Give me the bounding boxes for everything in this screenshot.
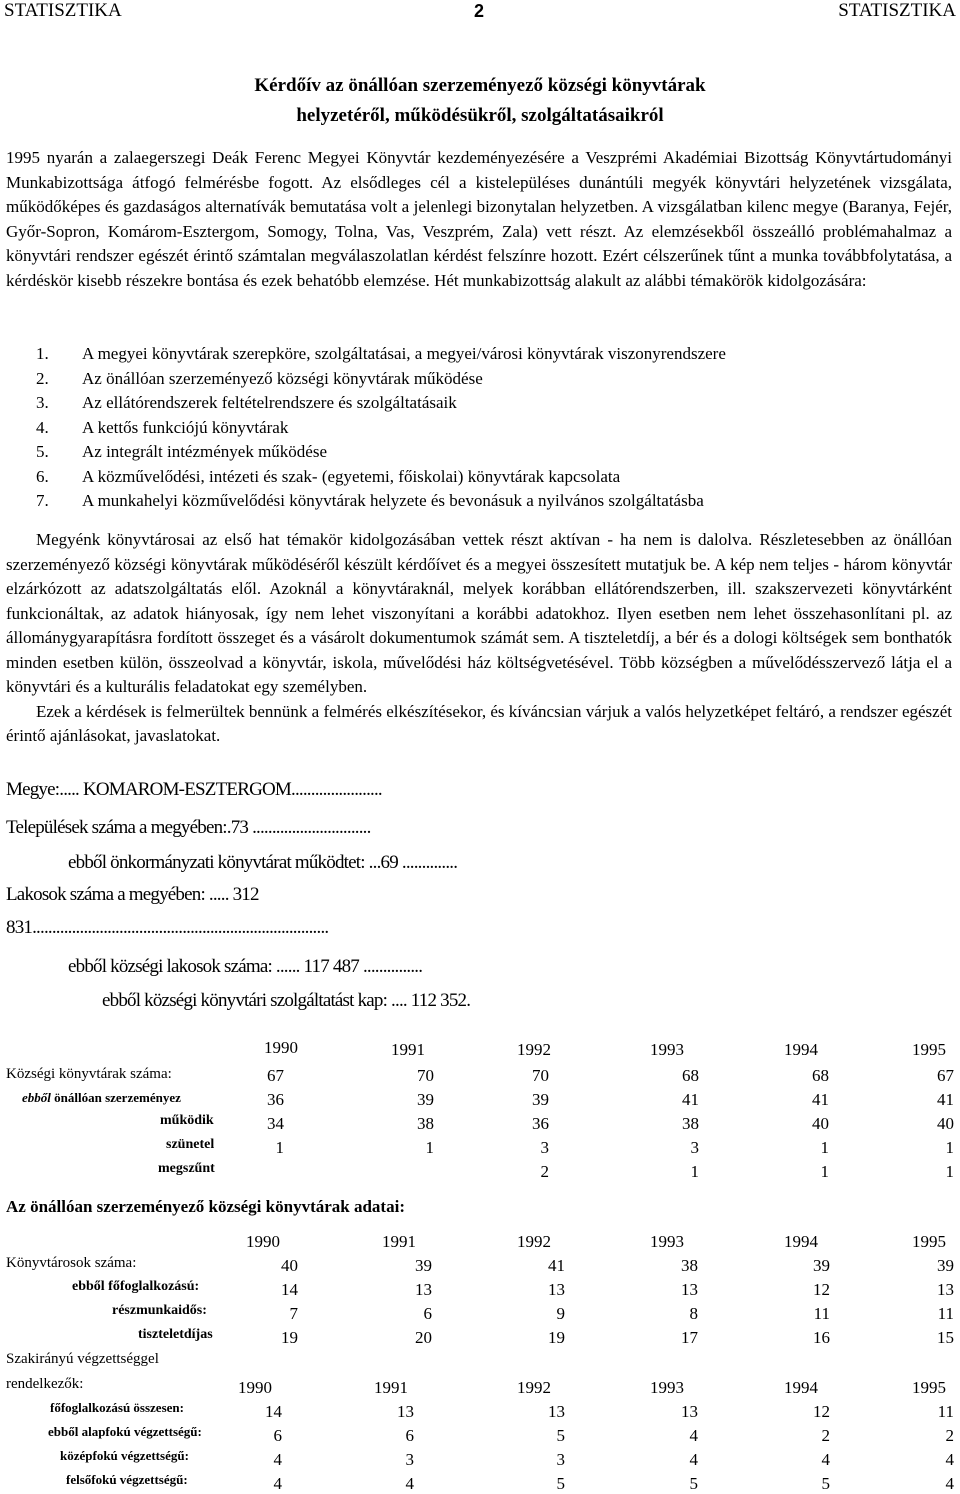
t1-cell: 67: [267, 1066, 284, 1085]
t3-cell: 4: [273, 1474, 282, 1493]
header-left: STATISZTIKA: [4, 0, 122, 21]
t1-cell: 39: [532, 1090, 549, 1109]
t3-cell: 6: [405, 1426, 414, 1445]
t1-cell: 2: [540, 1162, 549, 1181]
t1-cell: 38: [682, 1114, 699, 1133]
t1-cell: 38: [417, 1114, 434, 1133]
t1-year: 1995: [912, 1040, 946, 1059]
t3-row-label: ebből alapfokú végzettségű:: [48, 1424, 202, 1439]
t2-cell: 6: [423, 1304, 432, 1323]
t2-cell: 41: [548, 1256, 565, 1275]
t2-cell: 8: [689, 1304, 698, 1323]
list-item: 7. A munkahelyi közművelődési könyvtárak helyzete és bevonásuk a nyilvános szolgáltatásba: [36, 491, 704, 510]
t1-cell: 1: [945, 1162, 954, 1181]
t3-label-line1: Szakirányú végzettséggel: [6, 1351, 159, 1367]
page-number: 2: [474, 1, 485, 21]
t2-cell: 13: [415, 1280, 432, 1299]
t1-year: 1992: [517, 1040, 551, 1059]
t1-cell: 41: [937, 1090, 954, 1109]
t3-cell: 3: [556, 1450, 565, 1469]
t3-cell: 5: [556, 1426, 565, 1445]
t2-cell: 12: [813, 1280, 830, 1299]
t2-cell: 9: [556, 1304, 565, 1323]
t3-cell: 3: [405, 1450, 414, 1469]
t3-cell: 5: [556, 1474, 565, 1493]
t2-cell: 19: [281, 1328, 298, 1347]
list-item: 2. Az önállóan szerzeményező községi könyvtárak működése: [36, 368, 483, 388]
t3-year: 1991: [374, 1378, 408, 1397]
t2-year: 1991: [382, 1232, 416, 1251]
document-title-line2: helyzetéről, működésükről, szolgáltatásaikról: [296, 105, 664, 126]
t2-cell: 11: [937, 1304, 954, 1323]
t1-cell: 68: [812, 1066, 829, 1085]
t2-cell: 40: [281, 1256, 298, 1275]
t1-cell: 40: [937, 1114, 954, 1133]
section-2-title: Az önállóan szerzeményező községi könyvtárak adatai:: [6, 1197, 405, 1216]
t3-year: 1990: [238, 1378, 272, 1397]
t3-cell: 5: [821, 1474, 830, 1493]
t1-cell: 1: [820, 1138, 829, 1157]
body-paragraph-2: Ezek a kérdések is felmerültek bennünk a felmérés elkészítésekor, és kíváncsian várjuk a valós helyzetképet feltáró, a rendszer egészét érintő ajánlásokat, javaslatokat.: [6, 701, 952, 745]
t1-cell: 34: [267, 1114, 284, 1133]
t1-cell: 68: [682, 1066, 699, 1085]
t2-cell: 38: [681, 1256, 698, 1275]
t1-cell: 1: [275, 1138, 284, 1157]
t1-cell: 36: [532, 1114, 549, 1133]
t2-cell: 20: [415, 1328, 432, 1347]
form-telepulesek: Települések száma a megyében:.73 ..............................: [6, 817, 371, 838]
t2-row-label: Könyvtárosok száma:: [6, 1255, 137, 1271]
t2-year: 1990: [246, 1232, 280, 1251]
t1-year: 1990: [264, 1038, 298, 1057]
intro-paragraph: [6, 146, 952, 293]
t3-cell: 5: [689, 1474, 698, 1493]
t1-row-label: megszűnt: [158, 1161, 215, 1176]
t3-cell: 4: [945, 1474, 954, 1493]
list-item: 3. Az ellátórendszerek feltételrendszere és szolgáltatásaik: [36, 393, 457, 412]
form-lakosok: Lakosok száma a megyében: ..... 312: [6, 884, 259, 905]
t1-row-label: Községi könyvtárak száma:: [6, 1066, 172, 1082]
t3-cell: 14: [265, 1402, 282, 1421]
t1-cell: 40: [812, 1114, 829, 1133]
t2-cell: 39: [937, 1256, 954, 1275]
t1-cell: 70: [532, 1066, 549, 1085]
t1-row-label: szünetel: [166, 1137, 215, 1152]
t3-cell: 4: [405, 1474, 414, 1493]
t1-cell: 70: [417, 1066, 434, 1085]
t2-year: 1994: [784, 1232, 818, 1251]
t3-cell: 4: [945, 1450, 954, 1469]
header-right: STATISZTIKA: [838, 0, 956, 21]
t2-cell: 17: [681, 1328, 698, 1347]
t2-cell: 7: [289, 1304, 298, 1323]
form-onkormanyzati: ebből önkormányzati könyvtárat működtet: ...69 ..............: [68, 852, 458, 873]
list-item: 5. Az integrált intézmények működése: [36, 442, 327, 461]
topic-list: [36, 342, 952, 514]
t2-row-label: ebből főfoglalkozású:: [72, 1279, 200, 1294]
t1-row-label: ebből önállóan szerzeményez: [22, 1090, 181, 1105]
t2-row-label: tiszteletdíjas: [138, 1327, 213, 1342]
document-title-line1: Kérdőív az önállóan szerzeményező községi könyvtárak: [254, 75, 706, 96]
t2-row-label: részmunkaidős:: [112, 1303, 207, 1318]
t1-year: 1991: [391, 1040, 425, 1059]
t1-cell: 3: [540, 1138, 549, 1157]
t3-year: 1994: [784, 1378, 818, 1397]
t1-cell: 41: [812, 1090, 829, 1109]
t1-cell: 41: [682, 1090, 699, 1109]
t3-year: 1992: [517, 1378, 551, 1397]
t1-cell: 39: [417, 1090, 434, 1109]
t1-cell: 1: [690, 1162, 699, 1181]
t1-cell: 3: [690, 1138, 699, 1157]
t3-cell: 6: [273, 1426, 282, 1445]
t2-cell: 13: [548, 1280, 565, 1299]
t2-cell: 13: [681, 1280, 698, 1299]
form-kozsegi-lakosok: ebből községi lakosok száma: ...... 117 487 ...............: [68, 956, 423, 977]
t3-year: 1993: [650, 1378, 684, 1397]
t1-cell: 67: [937, 1066, 954, 1085]
t2-year: 1992: [517, 1232, 551, 1251]
t2-cell: 13: [937, 1280, 954, 1299]
t1-cell: 36: [267, 1090, 284, 1109]
body-paragraphs: [6, 528, 952, 749]
form-megye: Megye:..... KOMAROM-ESZTERGOM.......................: [6, 779, 382, 800]
t3-cell: 2: [821, 1426, 830, 1445]
t3-cell: 13: [681, 1402, 698, 1421]
t3-cell: 4: [689, 1450, 698, 1469]
t1-cell: 1: [425, 1138, 434, 1157]
t2-year: 1995: [912, 1232, 946, 1251]
t2-year: 1993: [650, 1232, 684, 1251]
t2-cell: 11: [813, 1304, 830, 1323]
t3-row-label: felsőfokú végzettségű:: [66, 1472, 188, 1487]
t3-row-label: középfokú végzettségű:: [60, 1448, 189, 1463]
t3-row-label: főfoglalkozású összesen:: [50, 1400, 184, 1415]
form-lakosok-cont: 831...........................................................................: [6, 917, 329, 938]
t2-cell: 14: [281, 1280, 298, 1299]
t3-cell: 4: [273, 1450, 282, 1469]
t3-cell: 11: [937, 1402, 954, 1421]
t2-cell: 15: [937, 1328, 954, 1347]
t1-year: 1994: [784, 1040, 818, 1059]
intro-text: 1995 nyarán a zalaegerszegi Deák Ferenc Megyei Könyvtár kezdeményezésére a Veszprémi Akadémiai Bizottság Könyvtártudományi Munkabizottsága átfogó felmérésbe fogott. Az elsődleges cél a kistelepüléses dunántúli megyék könyvtári helyzetének vizsgálata, működőképes és gazdaságos alternatívák bemutatása volt a jelenlegi bizonytalan helyzetben. A vizsgálatban kilenc megye (Baranya, Fejér, Győr-Sopron, Komárom-Esztergom, Somogy, Tolna, Vas, Veszprém, Zala) vett részt. Az elemzésekből összeálló problémahalmaz a könyvtári rendszer egészét érintő számtalan megválaszolatlan kérdést felszínre hozott. Ezért célszerűnek tűnt a munka továbbfolytatása, a kérdéskör kisebb részekre bontása és ezek behatóbb elemzése. Hét munkabizottság alakult az alábbi témakörök kidolgozására:: [6, 148, 952, 290]
t3-cell: 4: [821, 1450, 830, 1469]
t3-cell: 12: [813, 1402, 830, 1421]
t3-cell: 13: [548, 1402, 565, 1421]
t1-row-label: működik: [160, 1113, 214, 1128]
t1-year: 1993: [650, 1040, 684, 1059]
t3-cell: 2: [945, 1426, 954, 1445]
body-paragraph-1: Megyénk könyvtárosai az első hat témakör kidolgozásában vettek részt aktívan - ha nem is dalolva. Részletesebben az önállóan szerzeményező községi könyvtárak működéséről készült kérdőívet és a megyei összesített mutatjuk be. A kép nem teljes - három könyvtár elzárkózott az adatszolgáltatás elől. Azoknál a könyvtáraknál, melyek korábban ellátórendszerben, ill. szakszervezeti könyvtárként funkcionáltak, az adatok hiányosak, így nem lehet viszonyítani a korábbi adatokhoz. Ilyen esetben nem lehet összehasonlítani pl. az állománygyarapításra fordított összeget és a vásárolt dokumentumok számát sem. A tiszteletdíj, a bér és a dologi költségek sem bonthatók minden esetben külön, összeolvad a könyvtár, iskola, művelődési ház költségvetésével. Több községben a művelődésszervező látja el a könyvtári és a kulturális feladatokat egy személyben.: [6, 530, 952, 696]
t2-cell: 39: [813, 1256, 830, 1275]
t3-year: 1995: [912, 1378, 946, 1397]
t2-cell: 16: [813, 1328, 830, 1347]
list-item: 4. A kettős funkciójú könyvtárak: [36, 417, 289, 437]
list-item: 6. A közművelődési, intézeti és szak- (egyetemi, főiskolai) könyvtárak kapcsolata: [36, 466, 621, 486]
t3-cell: 13: [397, 1402, 414, 1421]
t2-cell: 39: [415, 1256, 432, 1275]
t3-cell: 4: [689, 1426, 698, 1445]
form-szolgaltatas: ebből községi könyvtári szolgáltatást kap: .... 112 352.: [102, 990, 471, 1011]
t3-label-line2: rendelkezők:: [6, 1376, 84, 1392]
t1-cell: 1: [945, 1138, 954, 1157]
list-item: 1. A megyei könyvtárak szerepköre, szolgáltatásai, a megyei/városi könyvtárak viszonyrendszere: [36, 344, 726, 363]
t2-cell: 19: [548, 1328, 565, 1347]
t1-cell: 1: [820, 1162, 829, 1181]
